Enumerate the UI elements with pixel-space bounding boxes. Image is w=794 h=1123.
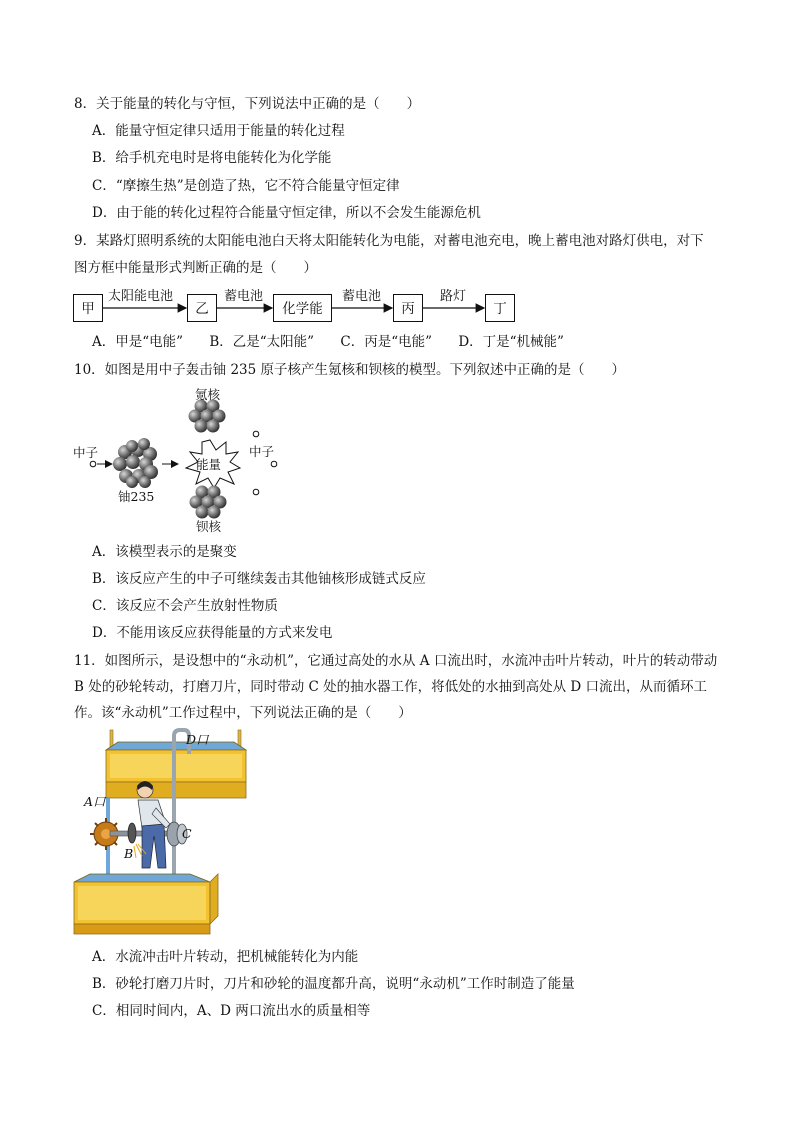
q9-options [92,332,586,352]
q9-option-b: B．乙是“太阳能” [209,334,315,350]
q10-stem: 10．如图是用中子轰击铀 235 原子核产生氪核和钡核的模型。下列叙述中正确的是（ ） [74,362,626,378]
label-b: B [124,846,134,861]
box-jia: 甲 [73,294,103,322]
q9-stem-line2: 图方框中能量形式判断正确的是（ ） [74,260,317,276]
q10-option-a: A．该模型表示的是聚变 [92,544,237,560]
arrow-label-battery-1: 蓄电池 [224,289,264,304]
arrow-label-battery-2: 蓄电池 [342,289,382,304]
grinding-wheel-icon [128,823,136,843]
label-krypton: 氪核 [195,387,221,402]
box-chemical-energy: 化学能 [273,294,332,322]
outgoing-neutron-icon [271,461,277,467]
label-neutron-in: 中子 [73,445,99,460]
q11-option-b: B．砂轮打磨刀片时，刀片和砂轮的温度都升高，说明“永动机”工作时制造了能量 [92,976,575,992]
label-neutron-out: 中子 [249,444,275,459]
label-energy: 能量 [196,457,222,472]
krypton-nucleus-icon [189,400,226,433]
label-c: C [182,826,192,841]
incoming-neutron-icon [90,461,96,467]
perpetual-machine-drawing [70,728,250,938]
q9-stem-line1: 9．某路灯照明系统的太阳能电池白天将太阳能转化为电能，对蓄电池充电，晚上蓄电池对路灯供电，对下 [74,233,704,249]
q9-option-a: A．甲是“电能” [92,334,184,350]
box-ding: 丁 [485,294,515,322]
label-a-outlet: A口 [84,794,106,809]
q8-option-c: C．“摩擦生热”是创造了热，它不符合能量守恒定律 [92,178,400,194]
q9-option-d: D．丁是“机械能” [458,334,564,350]
outgoing-neutron-icon [253,489,259,495]
uranium-nucleus-icon [113,438,158,488]
q10-option-c: C．该反应不会产生放射性物质 [92,598,278,614]
arrow-label-solar-cell: 太阳能电池 [108,289,174,304]
arrow-label-streetlight: 路灯 [440,289,467,304]
label-uranium: 铀235 [118,489,155,504]
label-d-outlet: D口 [186,732,209,747]
q8-option-b: B．给手机充电时是将电能转化为化学能 [92,150,332,166]
q8-stem: 8．关于能量的转化与守恒，下列说法中正确的是（ ） [74,96,421,112]
barium-nucleus-icon [190,486,227,519]
outgoing-neutron-icon [253,431,259,437]
q8-option-a: A．能量守恒定律只适用于能量的转化过程 [92,123,345,139]
q11-option-c: C．相同时间内，A、D 两口流出水的质量相等 [92,1003,371,1019]
label-barium: 钡核 [196,519,222,534]
q10-option-b: B．该反应产生的中子可继续轰击其他铀核形成链式反应 [92,571,426,587]
q10-option-d: D．不能用该反应获得能量的方式来发电 [92,625,333,641]
q8-option-d: D．由于能的转化过程符合能量守恒定律，所以不会发生能源危机 [92,205,481,221]
box-yi: 乙 [187,294,217,322]
q11-stem: 11．如图所示，是设想中的“永动机”，它通过高处的水从 A 口流出时，水流冲击叶片转动，叶片的转动带动 B 处的砂轮转动，打磨刀片，同时带动 C 处的抽水器工作，将低处的水抽到高处从 D 口流出，从而循环工作。该“永动机”工作过程中，下列说法正确的是（ ） [74,653,718,721]
q11-option-a: A．水流冲击叶片转动，把机械能转化为内能 [92,949,359,965]
q9-option-c: C．丙是“电能” [340,334,433,350]
box-bing: 丙 [393,294,423,322]
